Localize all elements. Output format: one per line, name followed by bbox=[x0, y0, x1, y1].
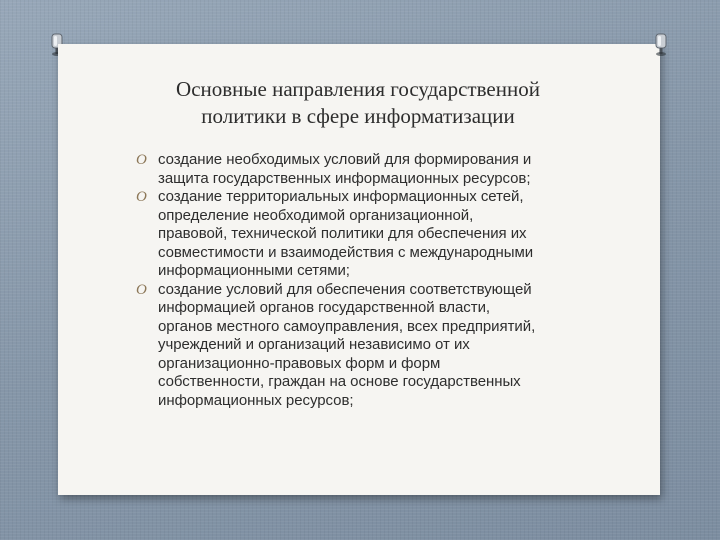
bullet-text-line: информационными сетями; bbox=[158, 262, 350, 279]
bullet-item bbox=[136, 281, 636, 411]
slide-title bbox=[118, 76, 598, 130]
bullet-item bbox=[136, 188, 636, 281]
bullet-text-line: создание необходимых условий для формирования и bbox=[158, 151, 532, 168]
bullet-text-line: учреждений и организаций независимо от их bbox=[158, 336, 470, 353]
slide-title-line: политики в сфере информатизации bbox=[201, 104, 515, 128]
bullet-text-line: организационно-правовых форм и форм bbox=[158, 354, 441, 372]
bullet-marker-icon: O bbox=[136, 281, 147, 298]
pushpin-icon bbox=[654, 33, 668, 57]
bullet-marker-icon: O bbox=[136, 152, 147, 168]
bullet-text-line: информационных ресурсов; bbox=[158, 391, 354, 409]
bullet-item bbox=[136, 151, 636, 188]
bullet-text-line: определение необходимой организационной, bbox=[158, 206, 474, 224]
bullet-text-line: органов местного самоуправления, всех предприятий, bbox=[158, 317, 536, 335]
bullet-text-line: защита государственных информационных ресурсов; bbox=[158, 169, 531, 187]
bullet-marker-icon: O bbox=[136, 189, 147, 205]
slide-card bbox=[58, 44, 660, 495]
bullet-text-line: совместимости и взаимодействия с международными bbox=[158, 243, 534, 261]
bullet-text-line: собственности, граждан на основе государственных bbox=[158, 373, 521, 390]
bullet-text-line: правовой, технической политики для обеспечения их bbox=[158, 225, 527, 242]
bullet-text-line: информацией органов государственной власти, bbox=[158, 299, 491, 316]
bullet-text-line: создание территориальных информационных сетей, bbox=[158, 188, 524, 205]
bullet-text-line: создание условий для обеспечения соответствующей bbox=[158, 280, 532, 298]
bullet-list bbox=[136, 151, 636, 410]
slide-title-line: Основные направления государственной bbox=[176, 77, 540, 101]
